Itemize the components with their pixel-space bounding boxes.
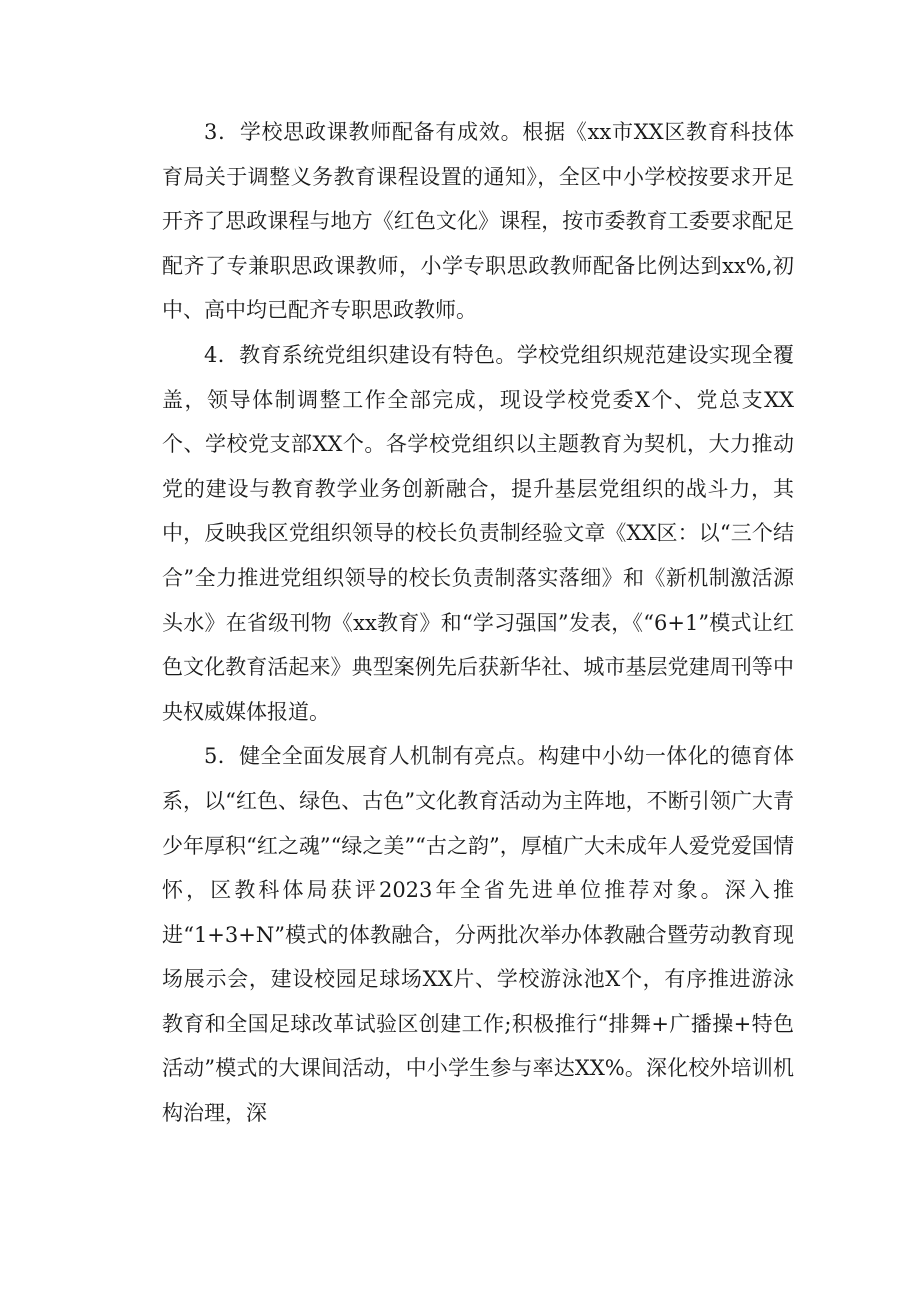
paragraph-item-3: 3．学校思政课教师配备有成效。根据《xx市XX区教育科技体育局关于调整义务教育课程设置的通知》，全区中小学校按要求开足开齐了思政课程与地方《红色文化》课程，按市委教育工委要求配足配齐了专兼职思政课教师，小学专职思政教师配备比例达到xx%,初中、高中均已配齐专职思政教师。 xyxy=(162,120,794,323)
document-body xyxy=(162,110,794,1136)
paragraph-item-4: 4．教育系统党组织建设有特色。学校党组织规范建设实现全覆盖，领导体制调整工作全部完成，现设学校党委X个、党总支XX个、学校党支部XX个。各学校党组织以主题教育为契机，大力推动党的建设与教育教学业务创新融合，提升基层党组织的战斗力，其中，反映我区党组织领导的校长负责制经验文章《XX区：以“三个结合”全力推进党组织领导的校长负责制落实落细》和《新机制激活源头水》在省级刊物《xx教育》和“学习强国”发表，《“6+1”模式让红色文化教育活起来》典型案例先后获新华社、城市基层党建周刊等中央权威媒体报道。 xyxy=(162,342,794,724)
paragraph-item-5: 5．健全全面发展育人机制有亮点。构建中小幼一体化的德育体系，以“红色、绿色、古色”文化教育活动为主阵地，不断引领广大青少年厚积“红之魂”“绿之美”“古之韵”，厚植广大未成年人爱党爱国情怀，区教科体局获评2023年全省先进单位推荐对象。深入推进“1+3+N”模式的体教融合，分两批次举办体教融合暨劳动教育现场展示会，建设校园足球场XX片、学校游泳池X个，有序推进游泳教育和全国足球改革试验区创建工作;积极推行“排舞+广播操+特色活动”模式的大课间活动，中小学生参与率达XX%。深化校外培训机构治理，深 xyxy=(162,744,794,1126)
